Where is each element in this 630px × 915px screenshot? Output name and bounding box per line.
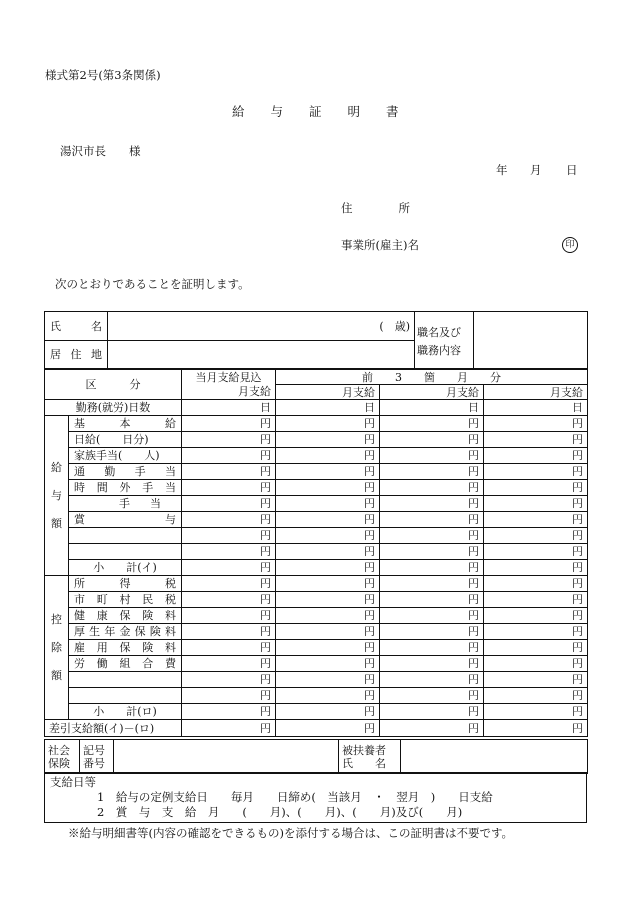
yen-unit[interactable]: 円 — [276, 416, 380, 432]
deduction-item-blank[interactable] — [69, 688, 182, 704]
day-unit[interactable]: 日 — [380, 400, 484, 416]
deduction-item-blank[interactable] — [69, 672, 182, 688]
month-paid-1: 月支給 — [276, 385, 380, 400]
yen-unit[interactable]: 円 — [276, 480, 380, 496]
salary-section-label — [45, 416, 69, 576]
salary-item: 基本給 — [69, 416, 182, 432]
deduction-item: 健康保険料 — [69, 608, 182, 624]
addressee: 湯沢市長 様 — [60, 144, 141, 158]
salary-item: 通勤手当 — [69, 464, 182, 480]
yen-unit[interactable]: 円 — [182, 656, 276, 672]
yen-unit[interactable]: 円 — [276, 656, 380, 672]
yen-unit[interactable]: 円 — [380, 480, 484, 496]
dependent-label-2: 氏 名 — [342, 756, 386, 770]
yen-unit[interactable]: 円 — [276, 544, 380, 560]
social-insurance-label — [45, 740, 80, 774]
yen-unit[interactable]: 円 — [484, 432, 588, 448]
yen-unit[interactable]: 円 — [380, 608, 484, 624]
yen-unit[interactable]: 円 — [380, 624, 484, 640]
yen-unit[interactable]: 円 — [380, 448, 484, 464]
yen-unit[interactable]: 円 — [484, 448, 588, 464]
yen-unit[interactable]: 円 — [182, 432, 276, 448]
deduction-item: 雇用保険料 — [69, 640, 182, 656]
date-month: 月 — [530, 163, 542, 177]
yen-unit[interactable]: 円 — [276, 608, 380, 624]
dependent-label-1: 被扶養者 — [342, 743, 386, 757]
category-header: 区 分 — [45, 370, 182, 400]
yen-unit[interactable]: 円 — [380, 640, 484, 656]
yen-unit[interactable]: 円 — [182, 560, 276, 576]
symbol-number-label — [80, 740, 114, 774]
social-label-1: 社会 — [48, 743, 70, 757]
footnote: ※給与明細書等(内容の確認をできるもの)を添付する場合は、この証明書は不要です。 — [68, 826, 514, 840]
name-label: 氏 名 — [45, 312, 108, 341]
yen-unit[interactable]: 円 — [182, 640, 276, 656]
yen-unit[interactable]: 円 — [182, 688, 276, 704]
net-pay-label: 差引支給額(イ)－(ロ) — [45, 720, 182, 737]
payment-line-1: 1 給与の定例支給日 毎月 日締め( 当該月 ・ 翌月 ) 日支給 — [97, 790, 493, 804]
yen-unit[interactable]: 円 — [484, 528, 588, 544]
work-days-label: 勤務(就労)日数 — [45, 400, 182, 416]
employer-label: 事業所(雇主)名 — [341, 238, 419, 252]
payment-line-2: 2 賞 与 支 給 月 ( 月)、( 月)、( 月)及び( 月) — [97, 805, 463, 819]
intro-text: 次のとおりであることを証明します。 — [55, 277, 250, 291]
dependent-label — [339, 740, 401, 774]
salary-item: 日給( 日分) — [69, 432, 182, 448]
yen-unit[interactable]: 円 — [380, 672, 484, 688]
symbol-label: 記号 — [83, 743, 105, 757]
yen-unit[interactable]: 円 — [182, 496, 276, 512]
month-paid-2: 月支給 — [380, 385, 484, 400]
address-label: 住 所 — [341, 201, 410, 215]
yen-unit[interactable]: 円 — [182, 624, 276, 640]
deduction-item: 所得税 — [69, 576, 182, 592]
salary-item: 時間外手当 — [69, 480, 182, 496]
date-year: 年 — [496, 163, 508, 177]
yen-unit[interactable]: 円 — [484, 672, 588, 688]
day-unit[interactable]: 日 — [276, 400, 380, 416]
yen-unit[interactable]: 円 — [182, 672, 276, 688]
job-field[interactable] — [474, 312, 588, 369]
yen-unit[interactable]: 円 — [182, 544, 276, 560]
yen-unit[interactable]: 円 — [484, 496, 588, 512]
yen-unit[interactable]: 円 — [182, 480, 276, 496]
past-3-months-header: 前 3 箇 月 分 — [276, 370, 588, 385]
yen-unit[interactable]: 円 — [276, 576, 380, 592]
yen-unit[interactable]: 円 — [380, 464, 484, 480]
yen-unit[interactable]: 円 — [380, 656, 484, 672]
yen-unit[interactable]: 円 — [276, 704, 380, 720]
yen-unit[interactable]: 円 — [276, 512, 380, 528]
yen-unit[interactable]: 円 — [276, 496, 380, 512]
document-title: 給与証明書 — [232, 104, 425, 119]
personal-info-table — [44, 311, 588, 369]
yen-unit[interactable]: 円 — [276, 432, 380, 448]
yen-unit[interactable]: 円 — [484, 688, 588, 704]
salary-table — [44, 369, 588, 737]
yen-unit[interactable]: 円 — [276, 672, 380, 688]
yen-unit[interactable]: 円 — [276, 688, 380, 704]
yen-unit[interactable]: 円 — [380, 560, 484, 576]
name-field[interactable] — [108, 312, 415, 341]
deduction-subtotal: 小 計(ロ) — [69, 704, 182, 720]
yen-unit[interactable]: 円 — [276, 528, 380, 544]
yen-unit[interactable]: 円 — [484, 560, 588, 576]
yen-unit[interactable]: 円 — [182, 576, 276, 592]
salary-item-blank[interactable] — [69, 528, 182, 544]
yen-unit[interactable]: 円 — [484, 544, 588, 560]
salary-item-blank[interactable] — [69, 544, 182, 560]
salary-subtotal: 小 計(イ) — [69, 560, 182, 576]
age-label: ( 歳) — [379, 319, 410, 333]
day-unit[interactable]: 日 — [182, 400, 276, 416]
residence-field[interactable] — [108, 341, 415, 369]
yen-unit[interactable]: 円 — [276, 464, 380, 480]
day-unit[interactable]: 日 — [484, 400, 588, 416]
residence-label: 居住地 — [45, 341, 108, 369]
yen-unit[interactable]: 円 — [182, 592, 276, 608]
yen-unit[interactable]: 円 — [380, 528, 484, 544]
yen-unit[interactable]: 円 — [380, 720, 484, 737]
yen-unit[interactable]: 円 — [380, 496, 484, 512]
month-paid-3: 月支給 — [484, 385, 588, 400]
social-label-2: 保険 — [48, 756, 70, 770]
deduction-item: 厚生年金保険料 — [69, 624, 182, 640]
yen-unit[interactable]: 円 — [484, 656, 588, 672]
number-label: 番号 — [83, 756, 105, 770]
deduction-section-text: 控除額 — [51, 612, 62, 682]
form-number: 様式第2号(第3条関係) — [45, 68, 161, 82]
yen-unit[interactable]: 円 — [276, 640, 380, 656]
yen-unit[interactable]: 円 — [276, 448, 380, 464]
deduction-item: 市町村民税 — [69, 592, 182, 608]
payment-heading: 支給日等 — [50, 775, 96, 789]
yen-unit[interactable]: 円 — [182, 608, 276, 624]
yen-unit[interactable]: 円 — [380, 576, 484, 592]
yen-unit[interactable]: 円 — [380, 432, 484, 448]
yen-unit[interactable]: 円 — [484, 576, 588, 592]
salary-item: 家族手当( 人) — [69, 448, 182, 464]
salary-section-text: 給与額 — [51, 460, 62, 530]
yen-unit[interactable]: 円 — [484, 512, 588, 528]
payment-info-box — [44, 772, 587, 823]
salary-item: 賞与 — [69, 512, 182, 528]
yen-unit[interactable]: 円 — [380, 592, 484, 608]
yen-unit[interactable]: 円 — [380, 544, 484, 560]
date-day: 日 — [566, 163, 578, 177]
job-label-1: 職名及び — [415, 312, 474, 341]
yen-unit[interactable]: 円 — [182, 416, 276, 432]
yen-unit[interactable]: 円 — [484, 592, 588, 608]
yen-unit[interactable]: 円 — [276, 720, 380, 737]
yen-unit[interactable]: 円 — [276, 592, 380, 608]
yen-unit[interactable]: 円 — [380, 704, 484, 720]
yen-unit[interactable]: 円 — [276, 560, 380, 576]
yen-unit[interactable]: 円 — [182, 704, 276, 720]
yen-unit[interactable]: 円 — [484, 480, 588, 496]
yen-unit[interactable]: 円 — [182, 448, 276, 464]
seal-icon: 印 — [562, 237, 578, 253]
yen-unit[interactable]: 円 — [182, 464, 276, 480]
yen-unit[interactable]: 円 — [484, 416, 588, 432]
yen-unit[interactable]: 円 — [380, 688, 484, 704]
insurance-number-field[interactable] — [114, 740, 339, 774]
yen-unit[interactable]: 円 — [276, 624, 380, 640]
yen-unit[interactable]: 円 — [484, 624, 588, 640]
current-month-header: 当月支給見込 — [182, 370, 276, 385]
yen-unit[interactable]: 円 — [484, 608, 588, 624]
yen-unit[interactable]: 円 — [380, 416, 484, 432]
deduction-item: 労働組合費 — [69, 656, 182, 672]
yen-unit[interactable]: 円 — [182, 512, 276, 528]
yen-unit[interactable]: 円 — [484, 704, 588, 720]
yen-unit[interactable]: 円 — [182, 528, 276, 544]
insurance-table — [44, 739, 588, 774]
yen-unit[interactable]: 円 — [484, 720, 588, 737]
deduction-section-label — [45, 576, 69, 720]
current-month-paid: 月支給 — [182, 385, 276, 400]
job-label-2: 職務内容 — [415, 341, 474, 369]
yen-unit[interactable]: 円 — [484, 464, 588, 480]
yen-unit[interactable]: 円 — [182, 720, 276, 737]
dependent-name-field[interactable] — [401, 740, 588, 774]
yen-unit[interactable]: 円 — [380, 512, 484, 528]
yen-unit[interactable]: 円 — [484, 640, 588, 656]
salary-item: 手当 — [69, 496, 182, 512]
